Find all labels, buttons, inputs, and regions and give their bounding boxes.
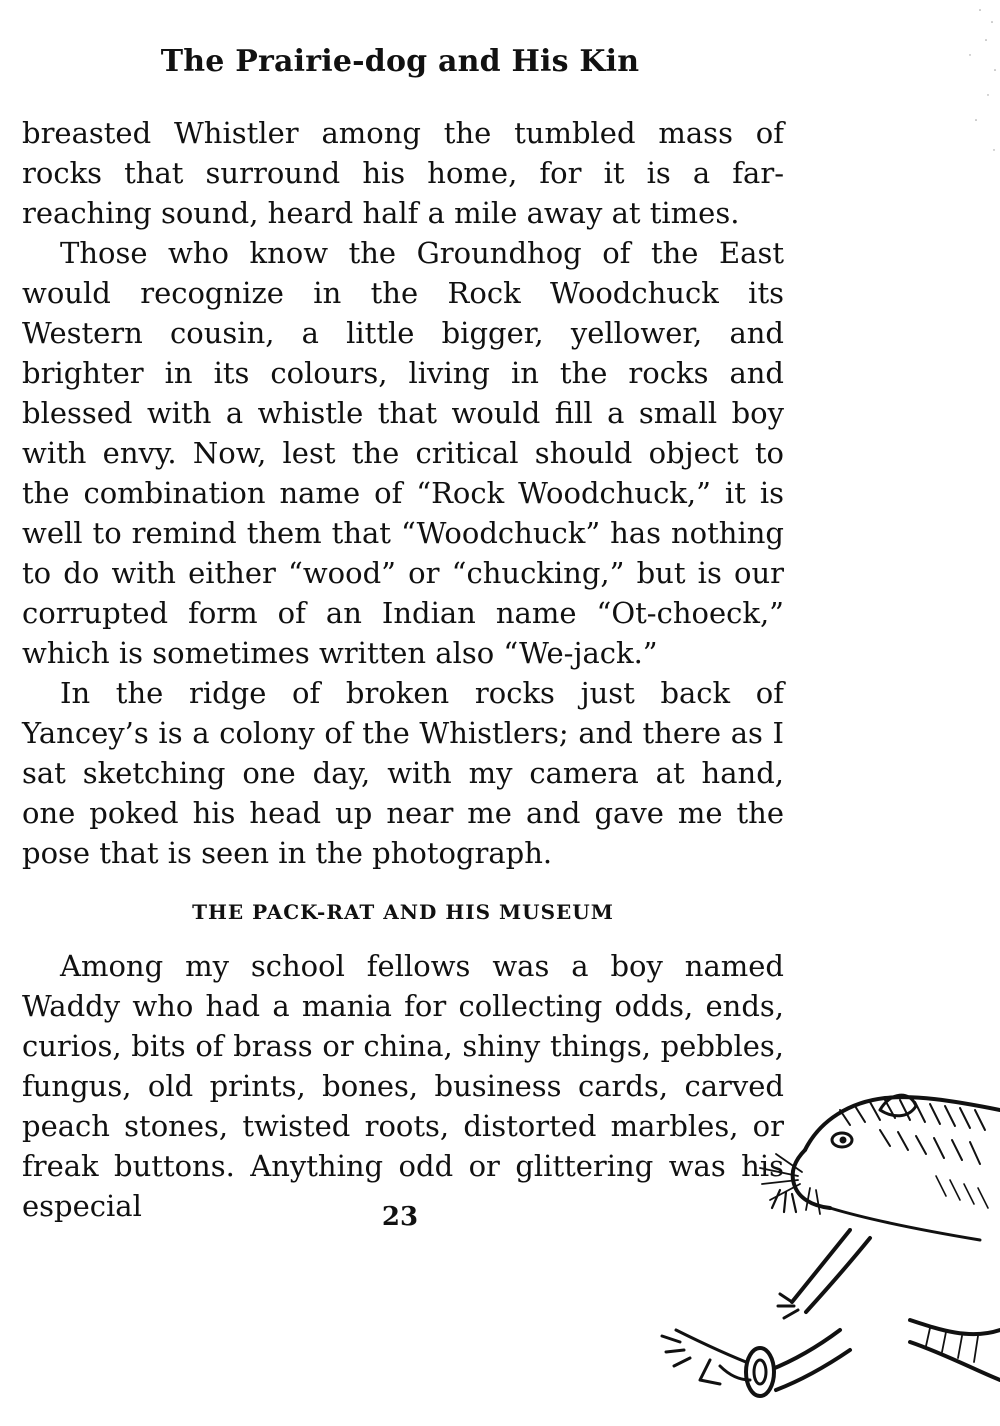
body-text-top [22, 113, 784, 873]
paragraph-yancey: In the ridge of broken rocks just back of Yancey’s is a colony of the Whistlers; and there as I sat sketching one day, with my camera at hand, one poked his head up near me and gave me the pose that is seen in the photograph. [22, 676, 784, 870]
paragraph-continued: breasted Whistler among the tumbled mass of rocks that surround his home, for it is a far-reaching sound, heard half a mile away at times. [22, 116, 784, 230]
page-number: 23 [381, 1202, 419, 1232]
running-head: The Prairie-dog and His Kin [160, 44, 640, 79]
pack-rat-illustration [580, 1080, 1000, 1426]
paragraph-woodchuck: Those who know the Groundhog of the East would recognize in the Rock Woodchuck its Western cousin, a little bigger, yellower, and brighter in its colours, living in the rocks and blessed with a whistle that would fill a small boy with envy. Now, lest the critical should object to the combination name of “Rock Woodchuck,” it is well to remind them that “Woodchuck” has nothing to do with either “wood” or “chucking,” but is our corrupted form of an Indian name “Ot-choeck,” which is sometimes written also “We-jack.” [22, 236, 784, 670]
paragraph-waddy: Among my school fellows was a boy named Waddy who had a mania for collecting odds, ends, curios, bits of brass or china, shiny things, pebbles, fungus, old prints, bones, business cards, carved peach stones, twisted roots, distorted marbles, or freak buttons. Anything odd or glittering was his especial [22, 949, 784, 1223]
section-heading: THE PACK-RAT AND HIS MUSEUM [192, 900, 614, 924]
paper-specks [940, 0, 1000, 180]
